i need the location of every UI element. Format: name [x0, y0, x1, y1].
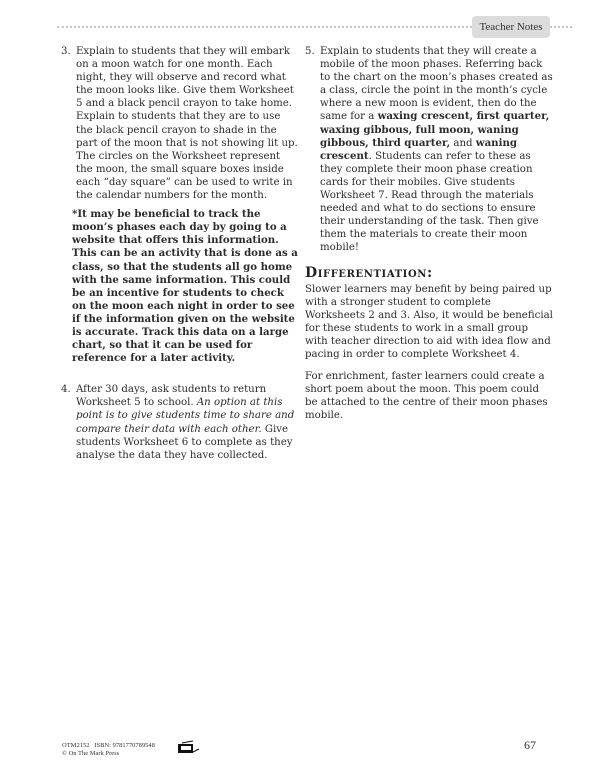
item-number: 5.: [305, 46, 315, 57]
publisher-logo-icon: [177, 740, 201, 754]
product-code: OTM2152: [62, 742, 90, 749]
item-text: Explain to students that they will embark on a moon watch for one month. Each night, they will observe and record what the moon looks like. Give them Worksheet 5 and a black pencil crayon to take home. Explain to students that they are to use the black pencil crayon to shade in the part of the moon that is not showing lit up. The circles on the Worksheet represent the moon, the small square boxes inside each “day square” can be used to write in the calendar numbers for the month.: [76, 46, 298, 202]
item-text-part: and: [450, 137, 476, 149]
item-text-italic: An option at this point is to give students time to share and compare their data with each other.: [76, 397, 295, 435]
list-item-3: [61, 45, 298, 202]
differentiation-paragraph-1: Slower learners may benefit by being paired up with a stronger student to complete Worksheets 2 and 3. Also, it would be beneficial for these students to work in a small group with teacher direction to aid with idea flow and pacing in order to complete Worksheet 4.: [305, 283, 553, 361]
moon-phase-terms: waxing crescent, first quarter, waxing gibbous, full moon, waning gibbous, third quarter,: [320, 110, 550, 149]
page-number: 67: [524, 738, 536, 752]
section-tab-label: Teacher Notes: [479, 21, 543, 33]
tracking-note: *It may be beneficial to track the moon’s phases each day by going to a website that offers this information. This can be an activity that is done as a class, so that the students all go home with the same information. This could be an incentive for students to check on the moon each night in order to see if the information given on the website is accurate. Track this data on a large chart, so that it can be used for reference for a later activity.: [72, 208, 298, 365]
item-number: 4.: [61, 384, 71, 396]
isbn: ISBN: 9781770789548: [94, 742, 155, 749]
item-text: [76, 383, 298, 462]
list-item-5: [305, 45, 553, 255]
item-text-part: Give students Worksheet 6 to complete as they analyse the data they have collected.: [76, 423, 293, 461]
copyright: © On The Mark Press: [62, 750, 120, 757]
item-text-part: . Students can refer to these as they complete their moon phase creation cards for their mobiles. Give students Worksheet 7. Read through the materials needed and what to do sections to ensure their understanding of the task. Then give them the materials to create their moon mobile!: [320, 150, 539, 254]
list-item-4: [61, 383, 298, 462]
item-text: [320, 45, 553, 255]
footer-publication-info: [62, 742, 155, 758]
footer-codes: [62, 742, 155, 750]
moon-phase-term: waning crescent: [320, 136, 517, 162]
right-column: [305, 45, 553, 432]
left-column: [61, 45, 298, 472]
item-number: 3.: [61, 46, 71, 57]
item-text-part: Explain to students that they will create a mobile of the moon phases. Referring back to the chart on the moon’s phases created as a class, circle the point in the month’s cycle where a new moon is evident, then do the same for a: [320, 46, 553, 123]
differentiation-paragraph-2: For enrichment, faster learners could create a short poem about the moon. This poem could be attached to the centre of their moon phases mobile.: [305, 371, 548, 422]
differentiation-heading: Differentiation:: [305, 264, 433, 281]
section-tab: [472, 16, 550, 38]
item-text-part: After 30 days, ask students to return Worksheet 5 to school.: [76, 384, 267, 409]
